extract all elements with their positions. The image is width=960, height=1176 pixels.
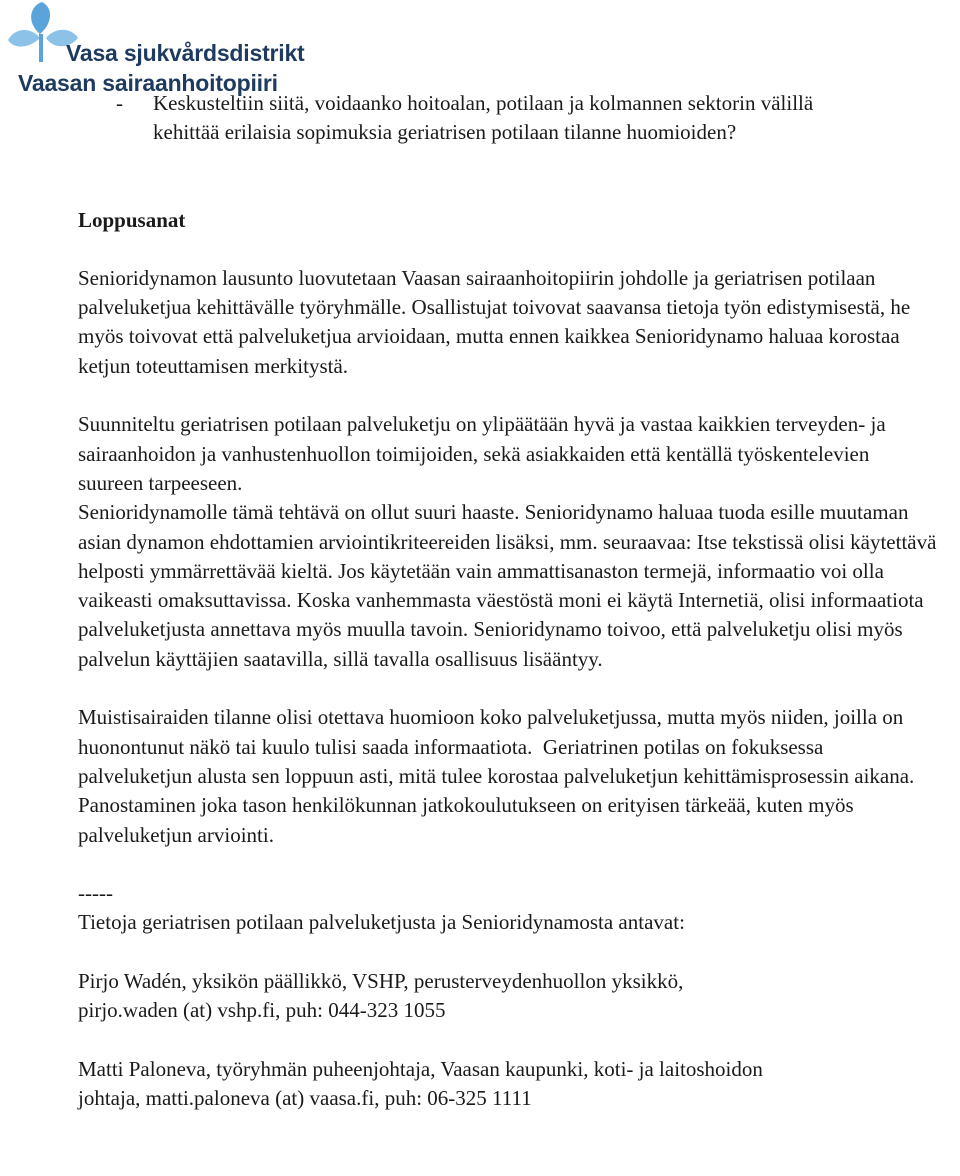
contact-2-line-2: johtaja, matti.paloneva (at) vaasa.fi, puh: 06-325 1111 <box>78 1086 532 1111</box>
organization-logo <box>6 0 326 96</box>
logo-text-swedish: Vasa sjukvårdsdistrikt <box>66 40 305 66</box>
logo-text-finnish: Vaasan sairaanhoitopiiri <box>18 70 278 96</box>
contact-1-line-2: pirjo.waden (at) vshp.fi, puh: 044-323 1055 <box>78 998 446 1023</box>
bullet-dash: - <box>116 91 123 115</box>
paragraph-2: Suunniteltu geriatrisen potilaan palveluketju on ylipäätään hyvä ja vastaa kaikkien terveyden- ja sairaanhoidon ja vanhustenhuollon toimijoiden, sekä asiakkaiden että kentällä työskentelevien suureen tarpeeseen. <box>78 412 886 495</box>
bullet-text-line-1: Keskusteltiin siitä, voidaanko hoitoalan, potilaan ja kolmannen sektorin välillä <box>153 91 814 115</box>
document-body <box>78 89 958 1114</box>
paragraph-1: Senioridynamon lausunto luovutetaan Vaasan sairaanhoitopiirin johdolle ja geriatrisen potilaan palveluketjua kehittävälle työryhmälle. Osallistujat toivovat saavansa tietoja työn edistymisestä, he myös toivovat että palveluketjua arvioidaan, mutta ennen kaikkea Senioridynamo haluaa korostaa ketjun toteuttamisen merkitystä. <box>78 265 911 378</box>
bullet-text-line-2: kehittää erilaisia sopimuksia geriatrisen potilaan tilanne huomioiden? <box>153 120 737 145</box>
bullet-item <box>78 89 958 148</box>
footer-separator: ----- <box>78 881 113 906</box>
contact-1-line-1: Pirjo Wadén, yksikön päällikkö, VSHP, perusterveydenhuollon yksikkö, <box>78 969 684 994</box>
paragraph-3: Senioridynamolle tämä tehtävä on ollut suuri haaste. Senioridynamo haluaa tuoda esille muutaman asian dynamon ehdottamien arviointikriteereiden lisäksi, mm. seuraavaa: Itse tekstissä olisi käytettävä helposti ymmärrettävää kieltä. Jos käytetään vain ammattisanaston termejä, informaatio voi olla vaikeasti omaksuttavissa. Koska vanhemmasta väestöstä moni ei käytä Internetiä, olisi informaatiota palveluketjusta annettava myös muulla tavoin. Senioridynamo toivoo, että palveluketju olisi myös palvelun käyttäjien saatavilla, sillä tavalla osallisuus lisääntyy. <box>78 500 937 671</box>
section-heading: Loppusanat <box>78 207 186 232</box>
paragraph-4: Muistisairaiden tilanne olisi otettava huomioon koko palveluketjussa, mutta myös niiden, joilla on huonontunut näkö tai kuulo tulisi saada informaatiota. Geriatrinen potilas on fokuksessa palveluketjun alusta sen loppuun asti, mitä tulee korostaa palveluketjun kehittämisprosessin aikana. Panostaminen joka tason henkilökunnan jatkokoulutukseen on erityisen tärkeää, kuten myös palveluketjun arviointi. <box>78 705 925 847</box>
contact-2-line-1: Matti Paloneva, työryhmän puheenjohtaja, Vaasan kaupunki, koti- ja laitoshoidon <box>78 1056 763 1081</box>
contact-info-label: Tietoja geriatrisen potilaan palveluketjusta ja Senioridynamosta antavat: <box>78 910 685 935</box>
